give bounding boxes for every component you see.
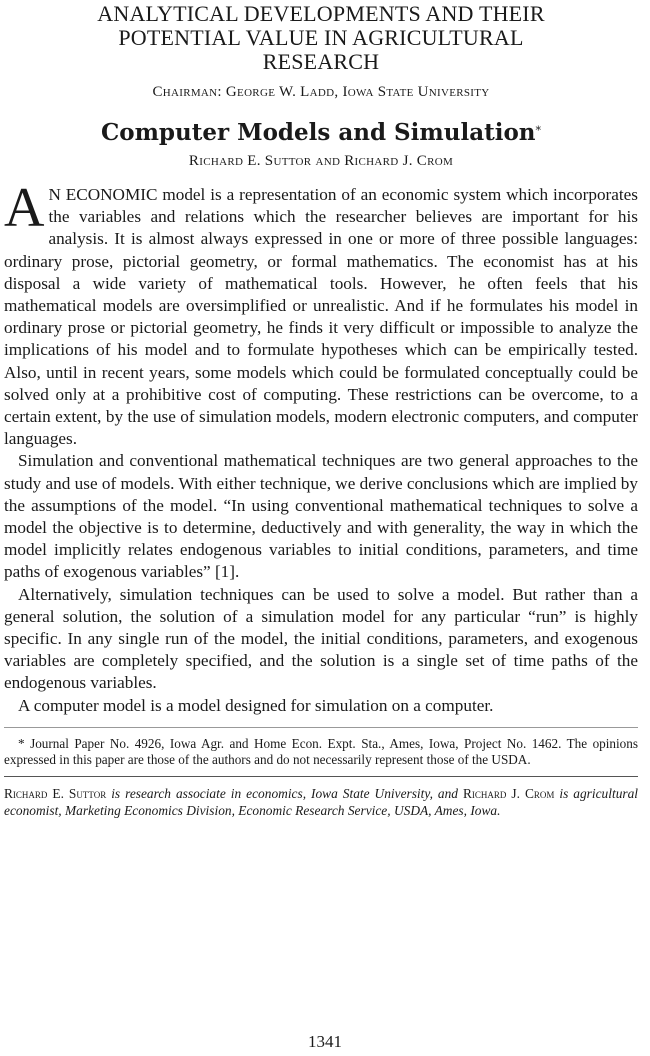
drop-cap: A	[4, 177, 45, 239]
section-title-line: RESEARCH	[262, 49, 380, 74]
page-number: 1341	[308, 1032, 342, 1051]
paper-title-text: Computer Models and Simulation	[100, 119, 536, 146]
bio-text-2: is agricultural economist, Marketing Economics Division, Economic Research Service, USDA, Ames, Iowa.	[4, 785, 639, 818]
footnote	[4, 727, 638, 768]
title-footnote-marker: *	[535, 124, 542, 137]
paragraph-4: A computer model is a model designed for simulation on a computer.	[18, 695, 494, 715]
section-title-line: ANALYTICAL DEVELOPMENTS AND THEIR	[97, 1, 545, 26]
paragraph-1	[4, 177, 638, 450]
footnote-text: Journal Paper No. 4926, Iowa Agr. and Home Econ. Expt. Sta., Ames, Iowa, Project No. 1462. The opinions expressed in this paper are those of the authors and do not necessarily represent those of the USDA.	[4, 735, 638, 767]
section-title	[4, 0, 638, 74]
bio-author-2: Richard J. Crom	[462, 785, 555, 801]
footnote-marker: *	[18, 735, 25, 751]
author-bio	[4, 776, 638, 819]
chairman-line: Chairman: George W. Ladd, Iowa State University	[152, 84, 490, 100]
bio-author-1: Richard E. Suttor	[4, 785, 107, 801]
paragraph-3: Alternatively, simulation techniques can be used to solve a model. But rather than a general solution, the solution of a simulation model for any particular “run” is highly specific. In any single run of the model, the initial conditions, parameters, and exogenous variables are completely specified, and the solution is a single set of time paths of the endogenous variables.	[4, 584, 638, 693]
paragraph-2: Simulation and conventional mathematical techniques are two general approaches to the study and use of models. With either technique, we derive conclusions which are implied by the assumptions of the model. “In using conventional mathematical techniques to solve a model the objective is to determine, deductively and with generality, the way in which the model implicitly relates endogenous variables to initial conditions, parameters, and time paths of exogenous variables” [1].	[4, 451, 638, 582]
article-body	[4, 177, 638, 717]
paragraph-1-text: N ECONOMIC model is a representation of an economic system which incorporates the variables and relations which the researcher believes are important for his analysis. It is almost always expressed in one or more of three possible languages: ordinary prose, pictorial geometry, or formal mathematics. The economist has at his disposal a wide variety of mathematical tools. However, he often feels that his mathematical models are oversimplified or unrealistic. And if he formulates his model in ordinary prose or pictorial geometry, he finds it very difficult or impossible to analyze the implications of his model and to formulate hypotheses which can be empirically tested. Also, until in recent years, some models which could be formulated conceptually could be solved only at a prohibitive cost of computing. These restrictions can be overcome, to a certain extent, by the use of simulation models, modern electronic computers, and computer languages.	[4, 185, 638, 449]
paper-authors: Richard E. Suttor and Richard J. Crom	[188, 153, 454, 169]
paper-title	[4, 119, 638, 147]
bio-text-1: is research associate in economics, Iowa State University, and	[106, 785, 463, 801]
section-title-line: POTENTIAL VALUE IN AGRICULTURAL	[118, 25, 524, 50]
